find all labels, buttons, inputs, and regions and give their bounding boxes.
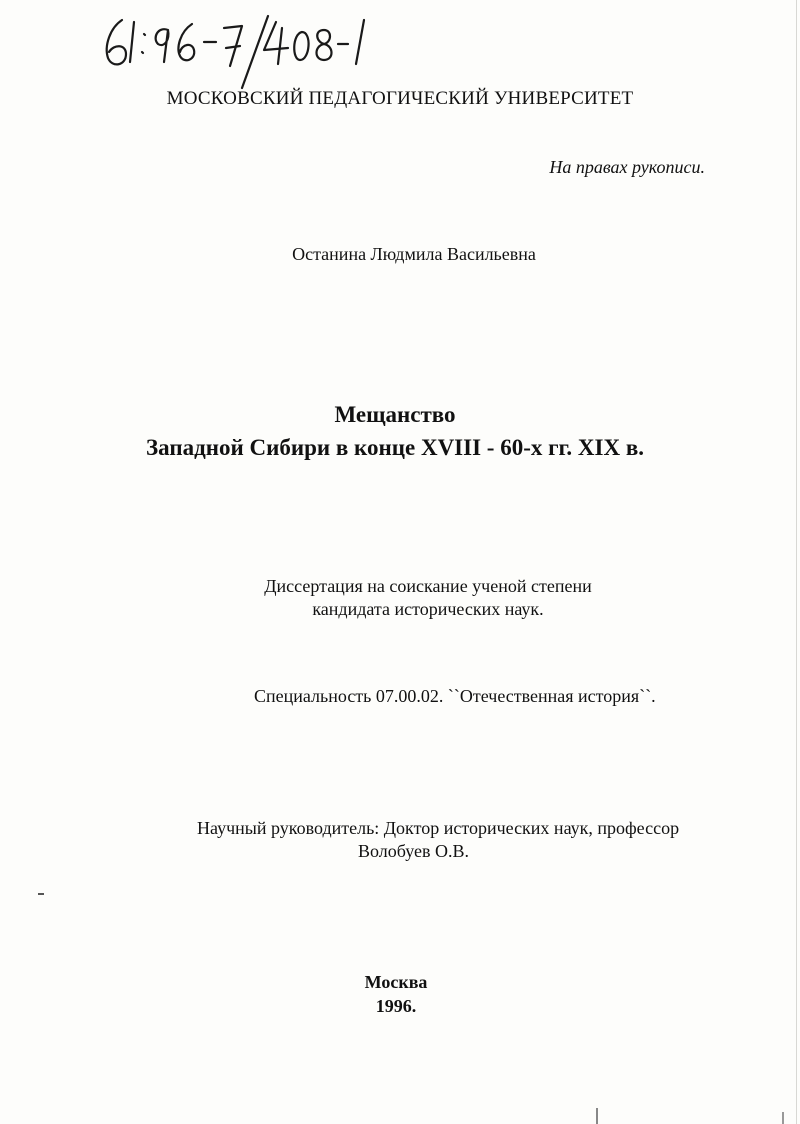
author-name: Останина Людмила Васильевна bbox=[292, 244, 536, 264]
title-line-1: Мещанство bbox=[334, 402, 456, 427]
scan-edge-line bbox=[796, 0, 797, 1124]
handwritten-catalog-number bbox=[92, 6, 382, 96]
degree-line-1: Диссертация на соискание ученой степени bbox=[264, 576, 592, 596]
dissertation-title bbox=[0, 398, 790, 464]
specialty-line: Специальность 07.00.02. ``Отечественная история``. bbox=[254, 686, 656, 706]
scientific-supervisor bbox=[197, 817, 679, 863]
scan-speck bbox=[596, 1108, 598, 1124]
scan-speck bbox=[782, 1112, 784, 1124]
scan-speck bbox=[38, 893, 44, 895]
degree-line-2: кандидата исторических наук. bbox=[312, 599, 544, 619]
handwritten-code-drawing bbox=[92, 6, 382, 96]
supervisor-line-1: Научный руководитель: Доктор исторических наук, профессор bbox=[197, 818, 680, 838]
title-line-2: Западной Сибири в конце XVIII - 60-х гг. XIX в. bbox=[146, 435, 644, 460]
year: 1996. bbox=[375, 996, 417, 1016]
city: Москва bbox=[364, 972, 428, 992]
manuscript-rights-note: На правах рукописи. bbox=[549, 157, 705, 177]
supervisor-name: Волобуев О.В. bbox=[358, 841, 469, 861]
university-name: МОСКОВСКИЙ ПЕДАГОГИЧЕСКИЙ УНИВЕРСИТЕТ bbox=[166, 88, 634, 109]
place-and-year bbox=[0, 970, 792, 1018]
degree-statement bbox=[0, 575, 800, 621]
